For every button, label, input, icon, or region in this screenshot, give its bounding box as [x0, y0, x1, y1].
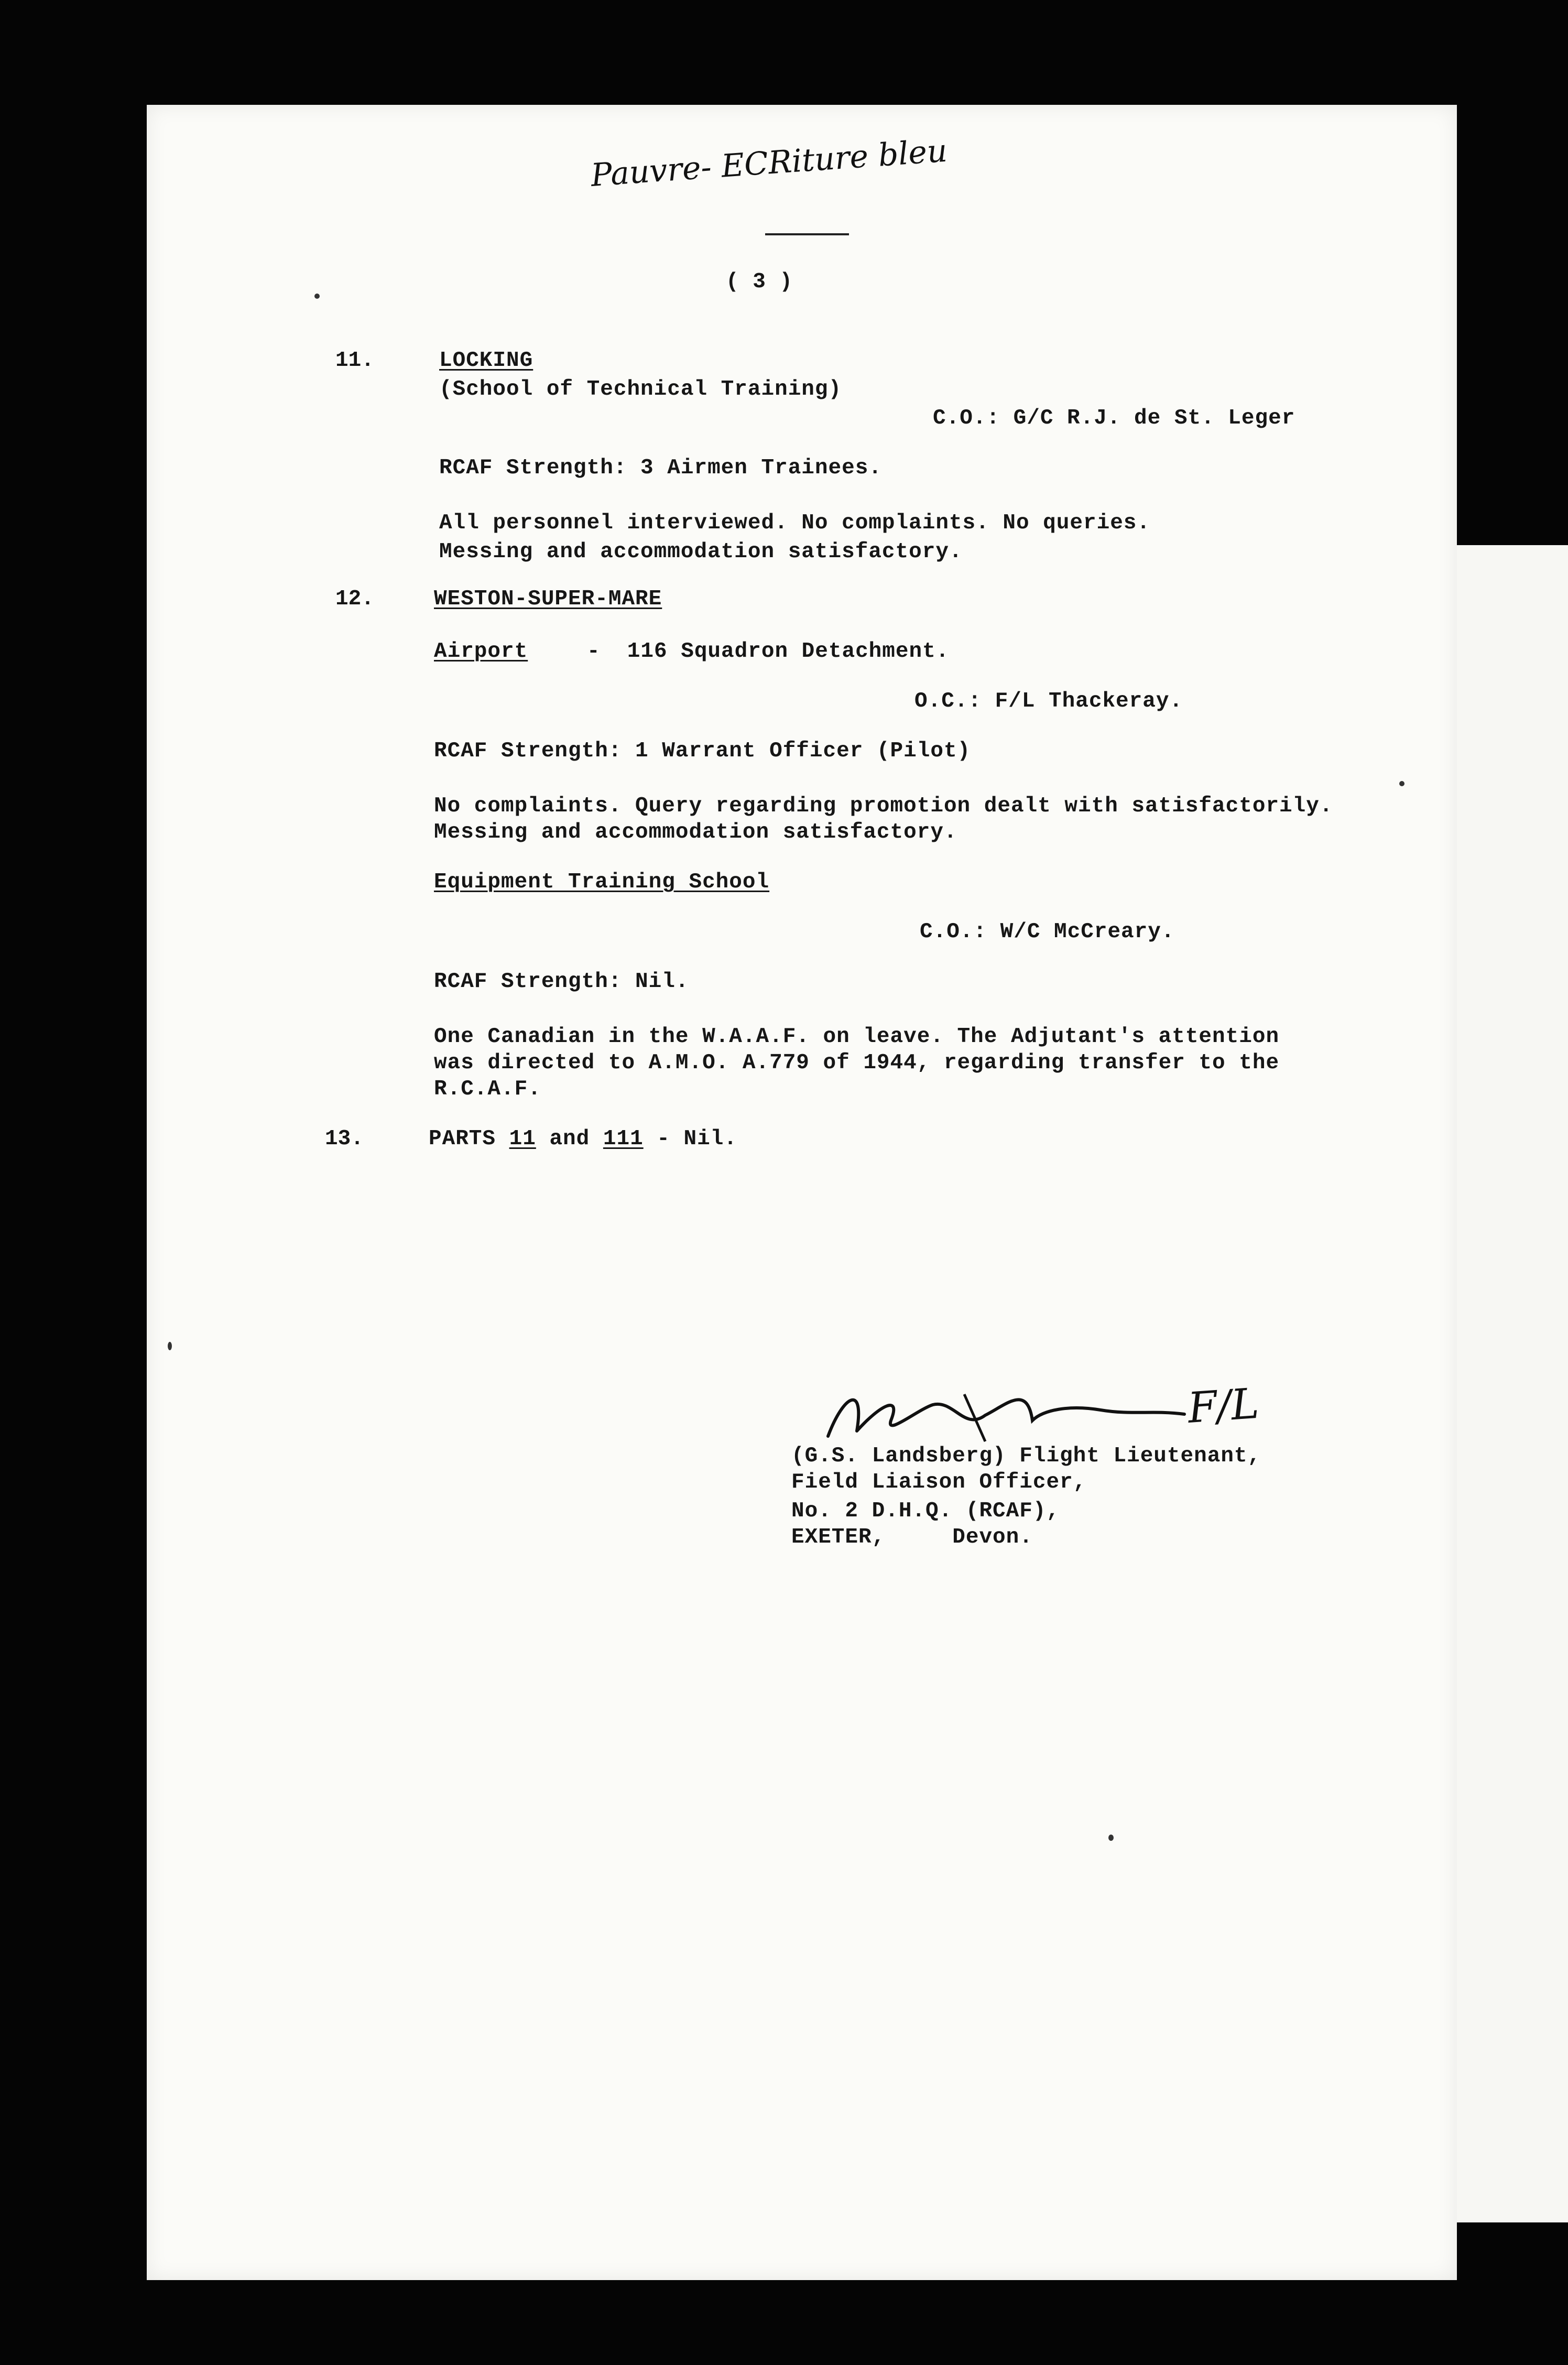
item-11-number: 11.	[335, 349, 374, 373]
equipment-school-strength: RCAF Strength: Nil.	[434, 970, 689, 994]
parts-suffix: - Nil.	[643, 1127, 737, 1151]
annotation-underline	[765, 233, 849, 235]
equipment-school-remarks-line-2: was directed to A.M.O. A.779 of 1944, regarding transfer to the	[434, 1051, 1280, 1075]
document-page	[147, 105, 1457, 2280]
scan-speck	[1399, 781, 1404, 786]
airport-oc: O.C.: F/L Thackeray.	[914, 689, 1183, 713]
page-number: ( 3 )	[726, 270, 793, 294]
page-edge	[1457, 545, 1568, 2222]
scan-speck	[1108, 1835, 1114, 1841]
airport-strength: RCAF Strength: 1 Warrant Officer (Pilot)	[434, 739, 971, 763]
parts-and: and	[536, 1127, 603, 1151]
item-11-unit: (School of Technical Training)	[439, 377, 842, 402]
item-11-co: C.O.: G/C R.J. de St. Leger	[933, 406, 1295, 430]
airport-remarks-line-1: No complaints. Query regarding promotion dealt with satisfactorily.	[434, 794, 1333, 818]
signature-block-line-4: EXETER, Devon.	[791, 1525, 1033, 1549]
equipment-school-remarks-line-1: One Canadian in the W.A.A.F. on leave. The Adjutant's attention	[434, 1025, 1280, 1049]
scan-speck	[168, 1342, 172, 1350]
parts-prefix: PARTS	[429, 1127, 509, 1151]
handwritten-annotation: Pauvre- ECRiture bleu	[590, 132, 949, 194]
item-11-remarks-line-1: All personnel interviewed. No complaints. No queries.	[439, 511, 1151, 535]
signature-block-line-3: No. 2 D.H.Q. (RCAF),	[791, 1499, 1060, 1523]
item-12-place: WESTON-SUPER-MARE	[434, 587, 662, 611]
equipment-school-co: C.O.: W/C McCreary.	[920, 920, 1175, 944]
item-11-remarks-line-2: Messing and accommodation satisfactory.	[439, 540, 963, 564]
item-12-number: 12.	[335, 587, 374, 611]
signature-block-line-1: (G.S. Landsberg) Flight Lieutenant,	[791, 1444, 1261, 1468]
signature-block-line-2: Field Liaison Officer,	[791, 1470, 1087, 1494]
signature-initials: F/L	[1186, 1379, 1261, 1433]
airport-label: Airport	[434, 639, 528, 664]
airport-detail: - 116 Squadron Detachment.	[587, 639, 950, 664]
scan-speck	[314, 294, 320, 299]
parts-111: 111	[603, 1127, 644, 1151]
equipment-school-remarks-line-3: R.C.A.F.	[434, 1077, 541, 1101]
item-11-place: LOCKING	[439, 349, 533, 373]
airport-remarks-line-2: Messing and accommodation satisfactory.	[434, 820, 957, 844]
item-13-text	[429, 1127, 737, 1151]
parts-11: 11	[509, 1127, 536, 1151]
equipment-school-label: Equipment Training School	[434, 870, 770, 894]
item-13-number: 13.	[325, 1127, 364, 1151]
item-11-strength: RCAF Strength: 3 Airmen Trainees.	[439, 456, 882, 480]
